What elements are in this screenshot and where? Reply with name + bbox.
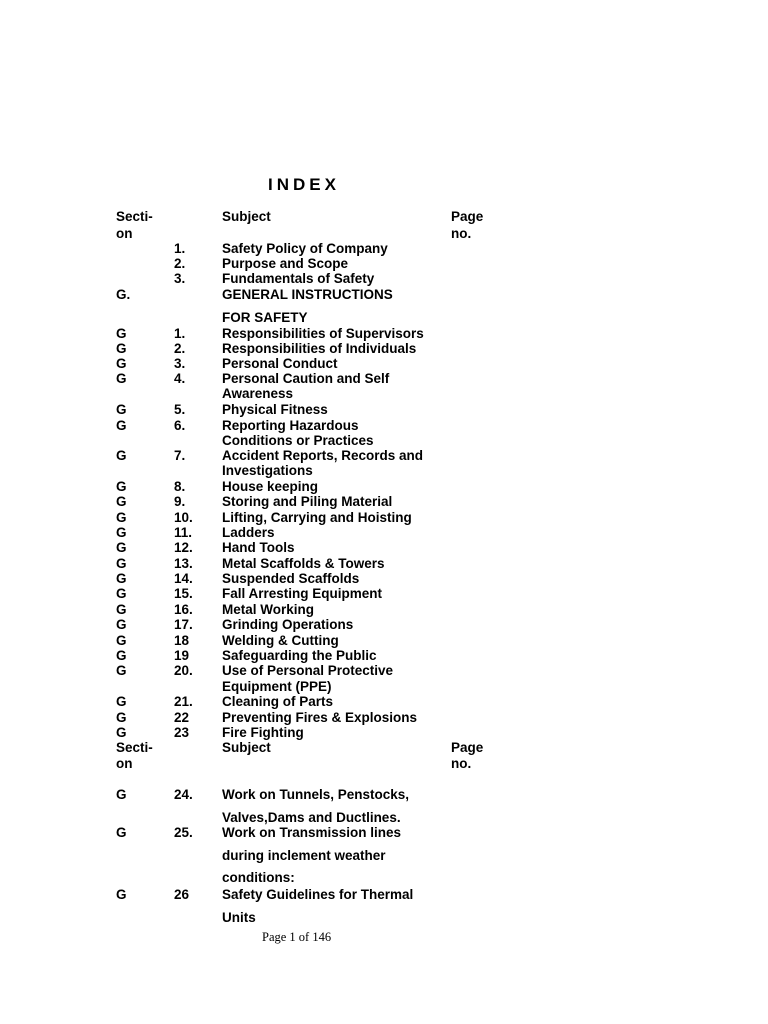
index-subject-cell: conditions: xyxy=(222,870,295,885)
index-row xyxy=(0,571,768,587)
index-section-cell: G xyxy=(116,694,127,709)
index-subject-cell: Preventing Fires & Explosions xyxy=(222,710,418,725)
index-section-cell: G xyxy=(116,663,127,678)
index-subject-cell: Units xyxy=(222,910,256,925)
index-subject-cell: Responsibilities of Supervisors xyxy=(222,326,424,341)
index-section-cell: G xyxy=(116,710,127,725)
index-number-cell: 1. xyxy=(174,241,186,256)
index-section-cell: G xyxy=(116,887,127,902)
index-row xyxy=(0,510,768,526)
index-number-cell: 3. xyxy=(174,356,186,371)
index-number-cell: 13. xyxy=(174,556,193,571)
index-row xyxy=(0,694,768,710)
index-section-cell: G xyxy=(116,556,127,571)
index-number-cell: 1. xyxy=(174,326,186,341)
index-subject-cell: Reporting Hazardous xyxy=(222,418,359,433)
index-number-cell: 10. xyxy=(174,510,193,525)
index-subject-cell: Conditions or Practices xyxy=(222,433,374,448)
index-row xyxy=(0,710,768,726)
index-row xyxy=(0,287,768,303)
index-subject-cell: Ladders xyxy=(222,525,275,540)
index-subject-cell: Accident Reports, Records and xyxy=(222,448,424,463)
index-number-cell: 17. xyxy=(174,617,193,632)
index-row xyxy=(0,740,768,756)
index-subject-cell: GENERAL INSTRUCTIONS xyxy=(222,287,393,302)
index-page-cell: no. xyxy=(451,226,472,241)
index-subject-cell: Welding & Cutting xyxy=(222,633,339,648)
index-subject-cell: Personal Caution and Self xyxy=(222,371,390,386)
index-number-cell: 15. xyxy=(174,586,193,601)
index-row xyxy=(0,433,768,449)
index-number-cell: 8. xyxy=(174,479,186,494)
index-row xyxy=(0,556,768,572)
index-number-cell: 9. xyxy=(174,494,186,509)
index-page-cell: Page xyxy=(451,740,484,755)
index-row xyxy=(0,356,768,372)
index-row xyxy=(0,241,768,257)
index-subject-cell: FOR SAFETY xyxy=(222,310,308,325)
index-number-cell: 16. xyxy=(174,602,193,617)
index-number-cell: 5. xyxy=(174,402,186,417)
index-subject-cell: Physical Fitness xyxy=(222,402,328,417)
index-subject-cell: Safeguarding the Public xyxy=(222,648,377,663)
index-subject-cell: Fire Fighting xyxy=(222,725,304,740)
index-subject-cell: Suspended Scaffolds xyxy=(222,571,360,586)
index-section-cell: G xyxy=(116,510,127,525)
index-number-cell: 24. xyxy=(174,787,193,802)
index-section-cell: on xyxy=(116,226,133,241)
index-row xyxy=(0,810,768,826)
index-subject-cell: Subject xyxy=(222,209,271,224)
index-row xyxy=(0,310,768,326)
index-section-cell: Secti- xyxy=(116,209,153,224)
index-section-cell: G xyxy=(116,633,127,648)
index-page-cell: no. xyxy=(451,756,472,771)
index-section-cell: G xyxy=(116,602,127,617)
index-row xyxy=(0,448,768,464)
index-subject-cell: Subject xyxy=(222,740,271,755)
index-number-cell: 2. xyxy=(174,256,186,271)
index-row xyxy=(0,648,768,664)
index-number-cell: 26 xyxy=(174,887,190,902)
index-section-cell: G xyxy=(116,787,127,802)
index-row xyxy=(0,326,768,342)
index-section-cell: G xyxy=(116,418,127,433)
index-number-cell: 3. xyxy=(174,271,186,286)
index-row xyxy=(0,418,768,434)
index-row xyxy=(0,663,768,679)
index-row xyxy=(0,525,768,541)
index-row xyxy=(0,341,768,357)
index-row xyxy=(0,887,768,903)
index-section-cell: G xyxy=(116,402,127,417)
index-section-cell: on xyxy=(116,756,133,771)
index-subject-cell: Lifting, Carrying and Hoisting xyxy=(222,510,412,525)
index-number-cell: 25. xyxy=(174,825,193,840)
index-subject-cell: Safety Policy of Company xyxy=(222,241,388,256)
index-number-cell: 4. xyxy=(174,371,186,386)
index-row xyxy=(0,494,768,510)
index-row xyxy=(0,633,768,649)
index-subject-cell: Equipment (PPE) xyxy=(222,679,332,694)
index-number-cell: 23 xyxy=(174,725,190,740)
index-row xyxy=(0,870,768,886)
index-subject-cell: Metal Scaffolds & Towers xyxy=(222,556,385,571)
index-section-cell: G xyxy=(116,825,127,840)
index-section-cell: G xyxy=(116,586,127,601)
index-number-cell: 12. xyxy=(174,540,193,555)
index-subject-cell: Personal Conduct xyxy=(222,356,338,371)
index-row xyxy=(0,617,768,633)
index-row xyxy=(0,825,768,841)
index-subject-cell: Investigations xyxy=(222,463,313,478)
index-row xyxy=(0,679,768,695)
index-subject-cell: Responsibilities of Individuals xyxy=(222,341,417,356)
index-number-cell: 2. xyxy=(174,341,186,356)
index-section-cell: G xyxy=(116,540,127,555)
index-subject-cell: Work on Transmission lines xyxy=(222,825,402,840)
page-footer: Page 1 of 146 xyxy=(262,930,332,944)
index-number-cell: 22 xyxy=(174,710,190,725)
index-row xyxy=(0,586,768,602)
index-number-cell: 6. xyxy=(174,418,186,433)
index-section-cell: G xyxy=(116,617,127,632)
index-subject-cell: Storing and Piling Material xyxy=(222,494,393,509)
index-section-cell: G xyxy=(116,356,127,371)
index-title: INDEX xyxy=(268,175,340,194)
index-row xyxy=(0,226,768,242)
index-section-cell: Secti- xyxy=(116,740,153,755)
index-number-cell: 14. xyxy=(174,571,193,586)
index-section-cell: G xyxy=(116,725,127,740)
index-subject-cell: Metal Working xyxy=(222,602,315,617)
index-number-cell: 11. xyxy=(174,525,193,540)
index-row xyxy=(0,756,768,772)
index-section-cell: G xyxy=(116,448,127,463)
index-row xyxy=(0,479,768,495)
index-row xyxy=(0,256,768,272)
index-subject-cell: Fundamentals of Safety xyxy=(222,271,375,286)
index-row xyxy=(0,371,768,387)
index-subject-cell: Work on Tunnels, Penstocks, xyxy=(222,787,410,802)
index-row xyxy=(0,463,768,479)
index-number-cell: 19 xyxy=(174,648,190,663)
index-section-cell: G xyxy=(116,371,127,386)
index-subject-cell: Use of Personal Protective xyxy=(222,663,394,678)
index-subject-cell: Grinding Operations xyxy=(222,617,354,632)
index-number-cell: 18 xyxy=(174,633,190,648)
index-subject-cell: Awareness xyxy=(222,386,294,401)
index-section-cell: G xyxy=(116,494,127,509)
index-subject-cell: during inclement weather xyxy=(222,848,386,863)
index-row xyxy=(0,848,768,864)
index-section-cell: G xyxy=(116,341,127,356)
index-row xyxy=(0,725,768,741)
index-page-cell: Page xyxy=(451,209,484,224)
index-section-cell: G. xyxy=(116,287,131,302)
index-row xyxy=(0,787,768,803)
index-number-cell: 7. xyxy=(174,448,186,463)
index-row xyxy=(0,209,768,225)
index-row xyxy=(0,602,768,618)
index-row xyxy=(0,271,768,287)
index-subject-cell: Cleaning of Parts xyxy=(222,694,334,709)
index-section-cell: G xyxy=(116,648,127,663)
index-section-cell: G xyxy=(116,571,127,586)
index-number-cell: 20. xyxy=(174,663,193,678)
index-section-cell: G xyxy=(116,479,127,494)
index-subject-cell: Purpose and Scope xyxy=(222,256,349,271)
index-subject-cell: House keeping xyxy=(222,479,319,494)
index-subject-cell: Fall Arresting Equipment xyxy=(222,586,383,601)
index-subject-cell: Safety Guidelines for Thermal xyxy=(222,887,414,902)
index-section-cell: G xyxy=(116,326,127,341)
index-section-cell: G xyxy=(116,525,127,540)
index-row xyxy=(0,910,768,926)
index-subject-cell: Hand Tools xyxy=(222,540,295,555)
index-subject-cell: Valves,Dams and Ductlines. xyxy=(222,810,401,825)
index-row xyxy=(0,386,768,402)
index-row xyxy=(0,402,768,418)
index-number-cell: 21. xyxy=(174,694,193,709)
index-row xyxy=(0,540,768,556)
